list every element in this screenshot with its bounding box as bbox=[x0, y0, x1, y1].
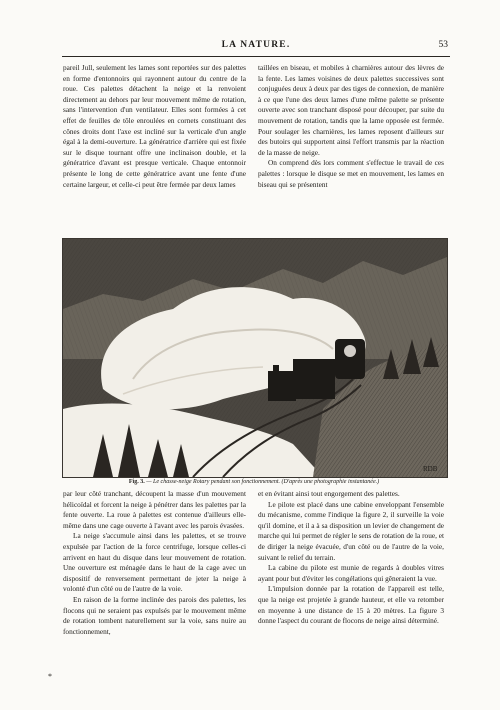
column-top-left bbox=[63, 63, 246, 233]
caption-label: Fig. 3. bbox=[128, 479, 145, 485]
caption-text: — Le chasse-neige Rotary pendant son fonctionnement. (D'après une photographie instantanée.) bbox=[146, 479, 380, 485]
paragraph: L'impulsion donnée par la rotation de l'appareil est telle, que la neige est projetée à grande hauteur, et elle va retomber en moyenne à une distance de 15 à 20 mètres. La figure 3 donne l'aspect du courant de flocons de neige ainsi déterminé. bbox=[258, 584, 444, 626]
paragraph: pareil Jull, seulement les lames sont reportées sur des palettes en forme d'entonnoirs qui rayonnent autour du centre de la roue. Ces palettes détachent la neige et la renvoient directement au dehors par leur mouvement même de rotation, sans l'intervention d'un ventilateur. Elles sont formées à cet effet de feuilles de tôle enroulées en cornets constituant des cônes droits dont l'axe est incliné sur la verticale d'un angle égal à la demi-ouverture. La génératrice d'arrière qui est fixée sur le disque tournant offre une inclinaison double, et la génératrice d'avant est presque verticale. Chaque entonnoir présente le long de cette génératrice avant une fente d'une certaine largeur, et celle-ci peut être fermée par deux lames bbox=[63, 63, 246, 189]
paragraph: Le pilote est placé dans une cabine enveloppant l'ensemble du mécanisme, comme l'indique la figure 2, il surveille la voie qu'il domine, et il a à sa disposition un levier de changement de marche qui lui permet de régler le sens de rotation de la roue, et de diriger la neige évacuée, d'un côté ou de l'autre de la voie, suivant le relief du terrain. bbox=[258, 499, 444, 562]
engraver-signature: RDB bbox=[423, 465, 438, 473]
column-bottom-left bbox=[63, 489, 246, 681]
paragraph: En raison de la forme inclinée des parois des palettes, les flocons qui ne seraient pas expulsés par le mouvement même de rotation tombent naturellement sur la voie, sans nuire au fonctionnement, bbox=[63, 594, 246, 636]
paragraph: On comprend dès lors comment s'effectue le travail de ces palettes : lorsque le disque se met en mouvement, les lames en biseau qui se présentent bbox=[258, 158, 444, 189]
margin-mark: * bbox=[48, 672, 52, 681]
engraving-illustration bbox=[62, 238, 448, 478]
paragraph: et en évitant ainsi tout engorgement des palettes. bbox=[258, 489, 400, 498]
paragraph: par leur côté tranchant, découpent la masse d'un mouvement hélicoïdal et forcent la neige à pénétrer dans les palettes par la fente ouverte. La roue à palettes est contenue d'ailleurs elle-même dans une cage ouverte à l'avant avec les parois évasées. bbox=[63, 489, 246, 530]
paragraph: taillées en biseau, et mobiles à charnières autour des lèvres de la fente. Les lames voisines de deux palettes successives sont conjuguées deux à deux par des tiges de connexion, de manière à ce que l'une des deux lames d'une même palette se présente ouverte avec son tranchant disposé pour découper, par suite du mouvement de rotation, tandis que la lame opposée est fermée. Pour soulager les charnières, les lames reposent d'ailleurs sur des butoirs qui supportent ainsi l'effort transmis par la réaction de la masse de neige. bbox=[258, 63, 444, 157]
paragraph: La cabine du pilote est munie de regards à doubles vitres ayant pour but d'éviter les congélations qui gêneraient la vue. bbox=[258, 563, 444, 583]
page-number: 53 bbox=[438, 40, 448, 50]
column-bottom-right bbox=[258, 489, 444, 681]
column-top-right bbox=[258, 63, 444, 233]
journal-title: LA NATURE. bbox=[221, 40, 291, 50]
figure-caption bbox=[62, 479, 446, 485]
running-header bbox=[62, 40, 450, 57]
paragraph: La neige s'accumule ainsi dans les palettes, et se trouve expulsée par l'action de la force centrifuge, lorsque celles-ci arrivent en haut du disque dans leur mouvement de rotation. Une ouverture est ménagée dans le haut de la cage avec un dispositif de renversement permettant de jeter la neige à volonté d'un côté ou de l'autre de la voie. bbox=[63, 531, 246, 594]
snowplow-engraving bbox=[63, 239, 447, 477]
